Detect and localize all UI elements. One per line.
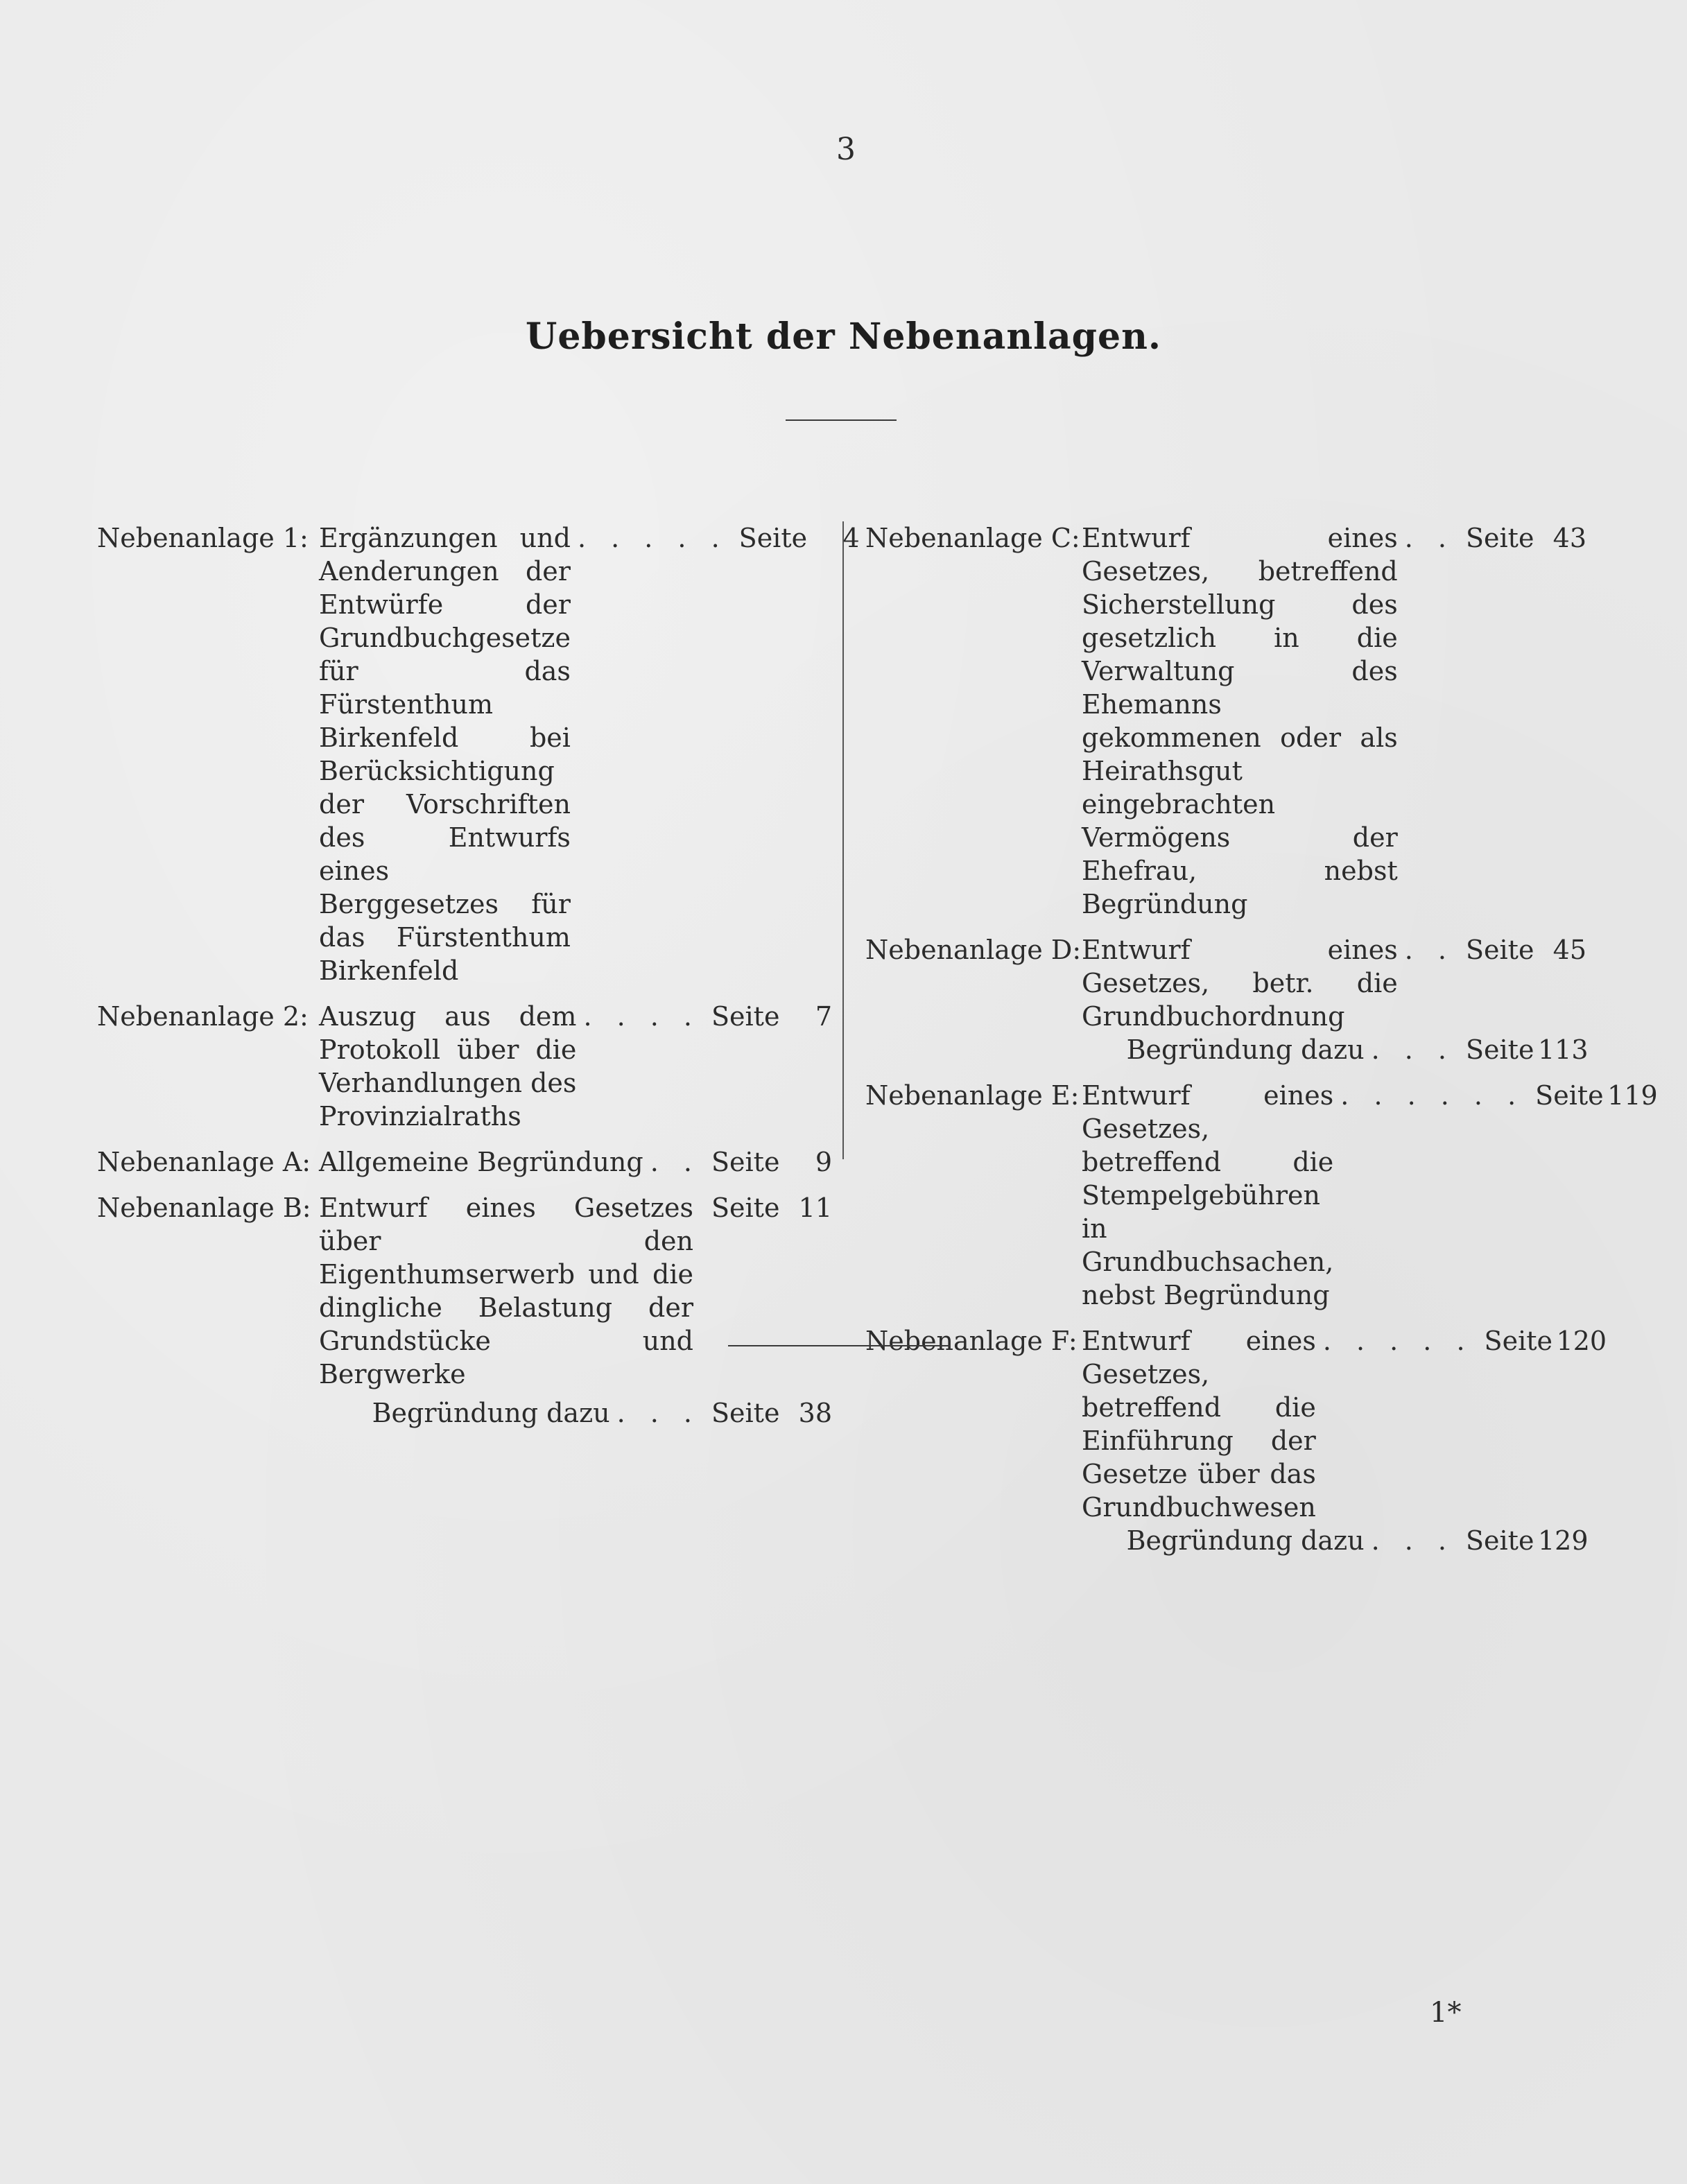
leader-dots: . . . . . [1322,1326,1473,1356]
leader-dots: . . . [616,1398,700,1428]
entry-label: Nebenanlage E: [865,1080,1080,1111]
leader-dots: . . [650,1147,700,1177]
entry-description: Allgemeine Begründung [319,1147,643,1177]
entry-row [1082,933,1586,1033]
entry-label: Nebenanlage 1: [97,523,309,553]
entry-row [319,521,860,987]
toc-left-column [97,521,860,1442]
entry-body [319,521,860,987]
seite-label: Seite [711,1398,780,1428]
entry-row [319,1191,832,1391]
entry-body [1082,1079,1658,1312]
page-ref: 119 [1607,1080,1658,1111]
toc-entry-e [865,1079,1658,1312]
entry-label: Nebenanlage 2: [97,1001,309,1032]
entry-body [1082,1324,1607,1557]
entry-description: Entwurf eines Gesetzes über den Eigenthumserwerb und die dingliche Belastung der Grundstücke und Bergwerke [319,1193,693,1389]
entry-description: Entwurf eines Gesetzes, betreffend Sicherstellung des gesetzlich in die Verwaltung des Ehemanns gekommenen oder als Heirathsgut eingebrachten Vermögens der Ehefrau, nebst Begründung [1082,523,1398,919]
toc-entry-d [865,933,1589,1066]
page-ref: 9 [815,1147,832,1177]
entry-row [319,1000,832,1133]
entry-row [1082,1079,1658,1312]
entry-body [1082,933,1589,1066]
end-divider-rule [728,1345,950,1346]
entry-label: Nebenanlage F: [865,1326,1078,1356]
toc-entry-f [865,1324,1607,1557]
page-ref: 4 [842,523,860,553]
page-number: 3 [836,132,856,167]
entry-row [1082,1324,1607,1524]
entry-row [1082,521,1586,921]
entry-description: Entwurf eines Gesetzes, betreffend die Einführung der Gesetze über das Grundbuchwesen [1082,1326,1316,1523]
page-ref: 7 [815,1001,832,1032]
seite-label: Seite [1466,1525,1534,1556]
sub-entry-row [1082,1524,1589,1557]
seite-label: Seite [711,1001,780,1032]
sub-entry-description: Begründung dazu [372,1398,610,1428]
seite-label: Seite [738,523,808,553]
seite-label: Seite [1484,1326,1552,1356]
seite-label: Seite [711,1193,780,1223]
toc-entry-1 [97,521,860,987]
leader-dots: . . [1404,935,1455,965]
leader-dots: . . . . [583,1001,700,1032]
page-ref: 129 [1538,1525,1589,1556]
sub-entry-description: Begründung dazu [1126,1034,1365,1065]
toc-entry-a [97,1145,832,1179]
entry-body [319,1191,832,1430]
page-ref: 113 [1538,1034,1589,1065]
seite-label: Seite [1535,1080,1604,1111]
signature-mark: 1* [1430,1997,1462,2029]
page-ref: 45 [1552,935,1586,965]
sub-entry-row [1082,1033,1589,1066]
page-ref: 11 [798,1193,832,1223]
seite-label: Seite [1466,935,1534,965]
toc-entry-b [97,1191,832,1430]
entry-description: Entwurf eines Gesetzes, betreffend die Stempelgebühren in Grundbuchsachen, nebst Begründung [1082,1080,1334,1310]
entry-body [1082,521,1586,921]
toc-right-column [865,521,1658,1570]
leader-dots: . . . . . . [1340,1080,1525,1111]
toc-entry-c [865,521,1586,921]
title-divider-rule [786,419,897,421]
entry-description: Auszug aus dem Protokoll über die Verhandlungen des Provinzialraths [319,1001,577,1132]
page-ref: 38 [798,1398,832,1428]
seite-label: Seite [1466,523,1534,553]
leader-dots: . . . [1371,1034,1455,1065]
entry-label: Nebenanlage C: [865,523,1080,553]
leader-dots: . . . . . [577,523,728,553]
seite-label: Seite [711,1147,780,1177]
entry-description: Ergänzungen und Aenderungen der Entwürfe der Grundbuchgesetze für das Fürstenthum Birkenfeld bei Berücksichtigung der Vorschriften des Entwurfs eines Berggesetzes für das Fürstenthum Birkenfeld [319,523,571,986]
sub-entry-row [319,1396,832,1430]
page-title: Uebersicht der Nebenanlagen. [525,315,1161,358]
leader-dots: . . . [1371,1525,1455,1556]
entry-description: Entwurf eines Gesetzes, betr. die Grundbuchordnung [1082,935,1398,1032]
entry-label: Nebenanlage A: [97,1147,311,1177]
entry-body [319,1000,832,1133]
entry-label: Nebenanlage B: [97,1193,311,1223]
sub-entry-description: Begründung dazu [1126,1525,1365,1556]
entry-label: Nebenanlage D: [865,935,1082,965]
page-ref: 120 [1556,1326,1607,1356]
toc-entry-2 [97,1000,832,1133]
page-ref: 43 [1552,523,1586,553]
entry-row [319,1145,832,1179]
column-divider [842,521,844,1159]
leader-dots: . . [1404,523,1455,553]
entry-body [319,1145,832,1179]
seite-label: Seite [1466,1034,1534,1065]
